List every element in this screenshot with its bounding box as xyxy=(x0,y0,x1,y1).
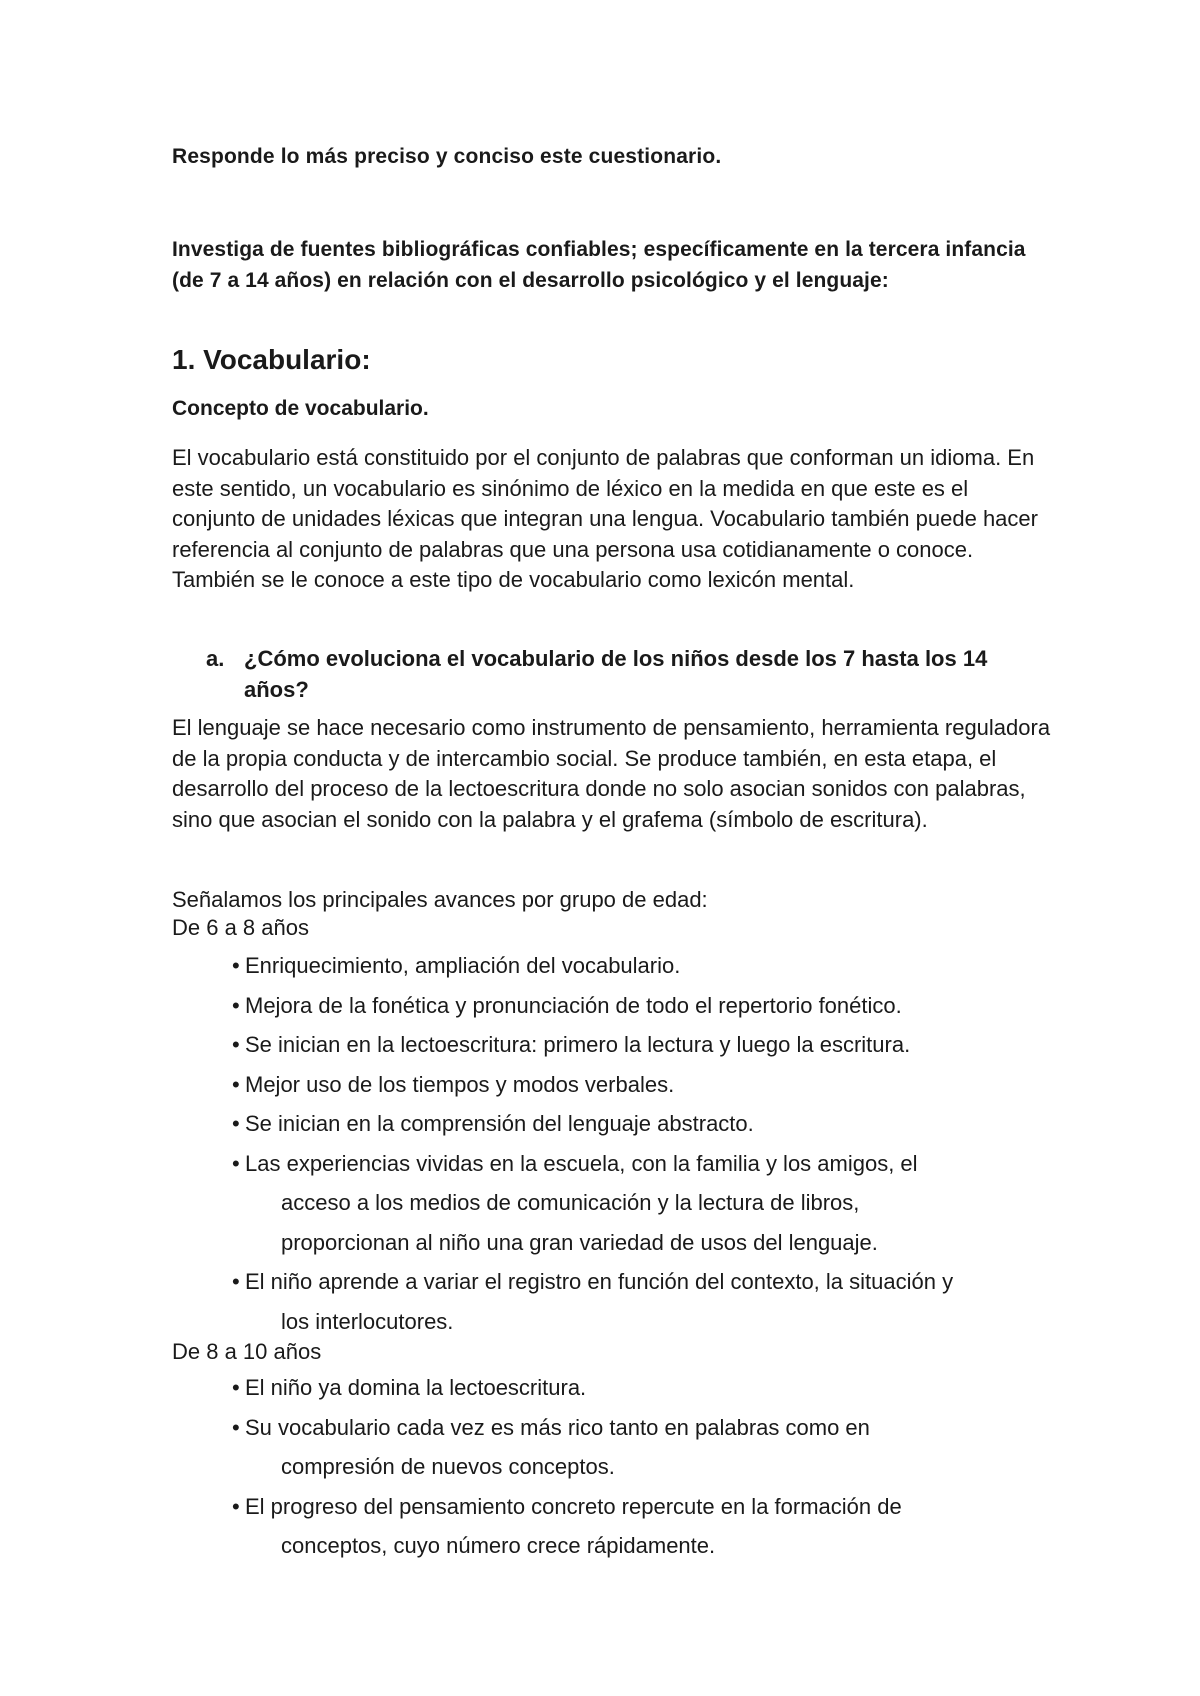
list-item: • Mejor uso de los tiempos y modos verbales. xyxy=(232,1065,1032,1105)
list-item: • Se inician en la lectoescritura: primero la lectura y luego la escritura. xyxy=(232,1025,1032,1065)
section-heading: 1. Vocabulario: xyxy=(172,344,371,375)
bullet-icon: • xyxy=(232,1414,240,1440)
group-label-8-10: De 8 a 10 años xyxy=(172,1339,322,1364)
list-item: • Las experiencias vividas en la escuela, con la familia y los amigos, el acceso a los medios de comunicación y la lectura de libros, proporcionan al niño una gran variedad de usos del lenguaje. xyxy=(232,1144,1032,1263)
list-item: • El progreso del pensamiento concreto repercute en la formación de conceptos, cuyo número crece rápidamente. xyxy=(232,1487,1032,1566)
question-marker: a. xyxy=(206,646,225,671)
concept-paragraph: El vocabulario está constituido por el conjunto de palabras que conforman un idioma. En este sentido, un vocabulario es sinónimo de léxico en la medida en que este es el conjunto de unidades léxicas que integran una lengua. Vocabulario también puede hacer referencia al conjunto de palabras que una persona usa cotidianamente o conoce. También se le conoce a este tipo de vocabulario como lexicón mental. xyxy=(172,445,1038,592)
bullet-list-8-10 xyxy=(232,1368,1032,1566)
group-label-6-8: De 6 a 8 años xyxy=(172,915,309,940)
list-item: • Se inician en la comprensión del lenguaje abstracto. xyxy=(232,1104,1032,1144)
answer-paragraph: El lenguaje se hace necesario como instrumento de pensamiento, herramienta reguladora de la propia conducta y de intercambio social. Se produce también, en esta etapa, el desarrollo del proceso de la lectoescritura donde no solo asocian sonidos con palabras, sino que asocian el sonido con la palabra y el grafema (símbolo de escritura). xyxy=(172,715,1051,832)
list-item: • Enriquecimiento, ampliación del vocabulario. xyxy=(232,946,1032,986)
bullet-icon: • xyxy=(232,1032,240,1057)
list-item: • El niño ya domina la lectoescritura. xyxy=(232,1368,1032,1408)
bullet-icon: • xyxy=(232,1150,240,1176)
intro-instruction: Responde lo más preciso y conciso este cuestionario. xyxy=(172,145,722,168)
bullet-icon: • xyxy=(232,953,240,978)
bullet-list-6-8 xyxy=(232,946,1032,1341)
bullet-icon: • xyxy=(232,1375,240,1400)
question-a xyxy=(206,643,1046,705)
advances-intro: Señalamos los principales avances por grupo de edad: xyxy=(172,887,708,912)
task-statement: Investiga de fuentes bibliográficas confiables; específicamente en la tercera infancia (de 7 a 14 años) en relación con el desarrollo psicológico y el lenguaje: xyxy=(172,238,1026,292)
concept-subheading: Concepto de vocabulario. xyxy=(172,397,429,420)
bullet-icon: • xyxy=(232,1269,240,1294)
bullet-icon: • xyxy=(232,1071,240,1097)
question-text: ¿Cómo evoluciona el vocabulario de los niños desde los 7 hasta los 14 años? xyxy=(244,646,988,702)
bullet-icon: • xyxy=(232,1493,240,1519)
list-item: • El niño aprende a variar el registro en función del contexto, la situación y los interlocutores. xyxy=(232,1262,1032,1341)
list-item: • Su vocabulario cada vez es más rico tanto en palabras como en compresión de nuevos conceptos. xyxy=(232,1408,1032,1487)
bullet-icon: • xyxy=(232,1111,240,1136)
bullet-icon: • xyxy=(232,992,240,1018)
list-item: • Mejora de la fonética y pronunciación de todo el repertorio fonético. xyxy=(232,986,1032,1026)
